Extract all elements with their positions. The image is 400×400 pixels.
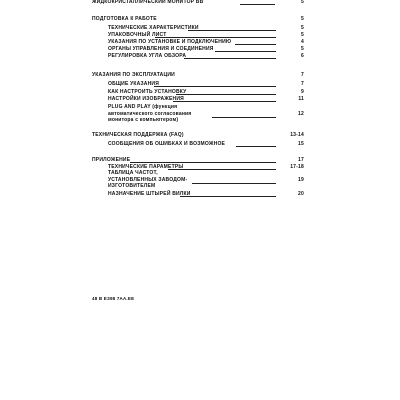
toc-page-number: 4	[301, 39, 304, 45]
toc-label: ТЕХНИЧЕСКИЕ ПАРАМЕТРЫ	[108, 164, 184, 170]
toc-page-number: 13-14	[290, 132, 304, 138]
toc-page-number: 5	[301, 16, 304, 22]
toc-leader-line	[240, 4, 275, 5]
toc-label: ТАБЛИЦА ЧАСТОТ, УСТАНОВЛЕННЫХ ЗАВОДОМ-ИЗГОТОВИТЕЛЕМ	[108, 170, 188, 189]
toc-row	[108, 140, 306, 148]
toc-leader-line	[154, 86, 276, 87]
toc-row	[108, 170, 306, 189]
toc-label: НАЗНАЧЕНИЕ ШТЫРЕЙ ВИЛКИ	[108, 191, 191, 197]
toc-label: УПАКОВОЧНЫЙ ЛИСТ	[108, 32, 167, 38]
toc-page-number: 5	[301, 32, 304, 38]
toc-label: ОБЩИЕ УКАЗАНИЯ	[108, 81, 160, 87]
toc-page-number: 5	[301, 46, 304, 52]
toc-leader-line	[192, 183, 276, 184]
toc-page-number: 7	[301, 81, 304, 87]
toc-label: НАСТРОЙКИ ИЗОБРАЖЕНИЯ	[108, 96, 184, 102]
toc-page-number: 19	[298, 176, 304, 183]
toc-label: РЕГУЛИРОВКА УГЛА ОБЗОРА	[108, 53, 187, 59]
footer-code: 48 В ЕЗ98 7АА.ЕЕ	[92, 296, 135, 301]
toc-leader-line	[184, 58, 276, 59]
toc-page-number: 9	[301, 89, 304, 95]
toc-label: ТЕХНИЧЕСКИЕ ХАРАКТЕРИСТИКИ	[108, 25, 199, 31]
toc-label: УКАЗАНИЯ ПО УСТАНОВКЕ И ПОДКЛЮЧЕНИЮ	[108, 39, 232, 45]
toc-page-number: 7	[301, 72, 304, 78]
toc-page-number: 6	[301, 53, 304, 59]
toc-page-number: 11	[298, 96, 304, 102]
toc-page-number: 12	[298, 110, 304, 117]
toc-page-number: 5	[301, 25, 304, 31]
toc-label: ПРИЛОЖЕНИЕ	[92, 157, 131, 163]
toc-label: ЖИДКОКРИСТАЛЛИЧЕСКИЙ МОНИТОР ВВ	[92, 0, 204, 5]
toc-label: УКАЗАНИЯ ПО ЭКСПЛУАТАЦИИ	[92, 72, 175, 78]
toc-leader-line	[236, 146, 276, 147]
toc-label: КАК НАСТРОИТЬ УСТАНОВКУ	[108, 89, 187, 95]
toc-page-number: 5	[301, 0, 304, 5]
toc-label: ПОДГОТОВКА К РАБОТЕ	[92, 16, 157, 22]
toc-leader-line	[180, 196, 276, 197]
toc-leader-line	[212, 117, 276, 118]
toc-page-number: 15	[298, 141, 304, 147]
toc-row	[92, 0, 306, 6]
toc-label: PLUG AND PLAY (функция автоматического согласования монитора с компьютером)	[108, 104, 192, 123]
toc-label: СООБЩЕНИЯ ОБ ОШИБКАХ И ВОЗМОЖНОЕ	[108, 141, 226, 147]
toc-row	[108, 190, 306, 198]
toc-row	[92, 15, 306, 23]
toc-page-number: 20	[298, 191, 304, 197]
toc-label: ОРГАНЫ УПРАВЛЕНИЯ И СОЕДИНЕНИЯ	[108, 46, 214, 52]
toc-row	[108, 52, 306, 60]
toc-row	[108, 80, 306, 88]
toc-page-number: 17-18	[290, 164, 304, 170]
toc-row	[108, 95, 306, 103]
toc-page-number: 17	[298, 157, 304, 163]
toc-row	[108, 104, 306, 123]
toc-label: ТЕХНИЧЕСКАЯ ПОДДЕРЖКА (FAQ)	[92, 132, 184, 138]
toc-row	[92, 131, 306, 139]
toc-leader-line	[173, 101, 276, 102]
toc-row	[92, 71, 306, 79]
